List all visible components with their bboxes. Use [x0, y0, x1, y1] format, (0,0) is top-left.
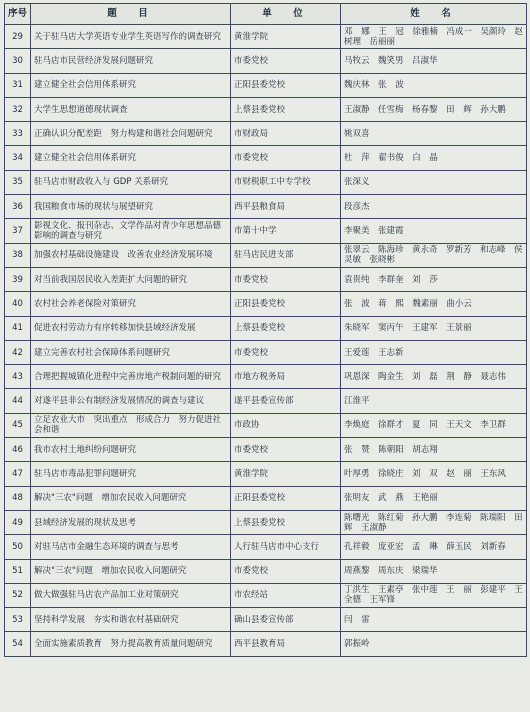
row-unit: 市农经站 — [231, 583, 341, 607]
row-index: 43 — [5, 365, 31, 389]
table-row — [5, 219, 527, 243]
row-title: 全面实施素质教育 努力提高教育质量问题研究 — [31, 632, 231, 656]
row-index: 45 — [5, 413, 31, 437]
table-row — [5, 438, 527, 462]
row-index: 30 — [5, 49, 31, 73]
row-index: 51 — [5, 559, 31, 583]
row-unit: 市政协 — [231, 413, 341, 437]
row-index: 39 — [5, 267, 31, 291]
row-unit: 正阳县委党校 — [231, 73, 341, 97]
table-row — [5, 535, 527, 559]
table-header-row — [5, 4, 527, 25]
table-row — [5, 413, 527, 437]
row-names: 王爱莲 王志新 — [341, 340, 527, 364]
row-names: 姚双喜 — [341, 122, 527, 146]
row-unit: 市第十中学 — [231, 219, 341, 243]
row-names: 张 波 蒋 熙 魏素丽 曲小云 — [341, 292, 527, 316]
row-names: 李聚美 张建霞 — [341, 219, 527, 243]
row-unit: 市委党校 — [231, 340, 341, 364]
table-row — [5, 243, 527, 267]
table-row — [5, 389, 527, 413]
row-title: 促进农村劳动力有序转移加快县域经济发展 — [31, 316, 231, 340]
row-index: 47 — [5, 462, 31, 486]
row-title: 合理把握城镇化进程中完善房地产税制问题的研究 — [31, 365, 231, 389]
table-row — [5, 340, 527, 364]
row-names: 张翠云 陈海珍 黄永奇 罗新芳 和志峰 侯灵敏 张晓彬 — [341, 243, 527, 267]
row-index: 31 — [5, 73, 31, 97]
row-unit: 西平县教育局 — [231, 632, 341, 656]
row-names: 周燕黎 周东庆 梁瑞华 — [341, 559, 527, 583]
row-names: 巩恩深 陶金生 刘 磊 荆 静 聂志伟 — [341, 365, 527, 389]
row-index: 37 — [5, 219, 31, 243]
table-row — [5, 608, 527, 632]
row-index: 41 — [5, 316, 31, 340]
row-title: 我市农村土地纠纷问题研究 — [31, 438, 231, 462]
row-index: 38 — [5, 243, 31, 267]
row-names: 杜 萍 翟书俊 白 晶 — [341, 146, 527, 170]
row-unit: 上蔡县委党校 — [231, 316, 341, 340]
row-title: 建立健全社会信用体系研究 — [31, 73, 231, 97]
row-unit: 市委党校 — [231, 267, 341, 291]
row-index: 46 — [5, 438, 31, 462]
row-unit: 市地方税务局 — [231, 365, 341, 389]
row-index: 52 — [5, 583, 31, 607]
row-index: 40 — [5, 292, 31, 316]
row-unit: 市委党校 — [231, 49, 341, 73]
row-title: 对当前我国居民收入差距扩大问题的研究 — [31, 267, 231, 291]
row-unit: 市财税职工中专学校 — [231, 170, 341, 194]
row-unit: 正阳县委党校 — [231, 292, 341, 316]
research-topics-table — [4, 3, 527, 657]
row-names: 陈曙光 陈红菊 孙大鹏 李连菊 陈瑞阳 田 辉 王淑静 — [341, 510, 527, 534]
row-unit: 上蔡县委党校 — [231, 510, 341, 534]
table-row — [5, 170, 527, 194]
row-names: 张 赞 陈朝阳 胡志翔 — [341, 438, 527, 462]
table-row — [5, 365, 527, 389]
table-row — [5, 146, 527, 170]
row-index: 42 — [5, 340, 31, 364]
row-names: 邓 娜 王 冠 徐雅楠 冯成一 吴颜玲 赵树理 岳丽丽 — [341, 25, 527, 49]
row-index: 33 — [5, 122, 31, 146]
row-title: 县域经济发展的现状及思考 — [31, 510, 231, 534]
row-title: 建立健全社会信用体系研究 — [31, 146, 231, 170]
row-names: 王淑静 任雪梅 杨春黎 田 辉 孙大鹏 — [341, 97, 527, 121]
column-header-unit: 单 位 — [231, 4, 341, 25]
row-names: 魏庆林 张 波 — [341, 73, 527, 97]
row-index: 50 — [5, 535, 31, 559]
row-title: 正确认识分配差距 努力构建和谐社会问题研究 — [31, 122, 231, 146]
table-row — [5, 25, 527, 49]
row-unit: 正阳县委党校 — [231, 486, 341, 510]
row-unit: 上蔡县委党校 — [231, 97, 341, 121]
row-unit: 市委党校 — [231, 146, 341, 170]
row-title: 大学生思想道德现状调查 — [31, 97, 231, 121]
row-names: 张深义 — [341, 170, 527, 194]
row-title: 农村社会养老保险对策研究 — [31, 292, 231, 316]
row-names: 袁贵纯 李群奎 刘 莎 — [341, 267, 527, 291]
row-names: 丁洪生 王素亭 张中莲 王 丽 彭建平 王全德 王军锋 — [341, 583, 527, 607]
table-row — [5, 583, 527, 607]
row-title: 驻马店市财政收入与 GDP 关系研究 — [31, 170, 231, 194]
table-row — [5, 559, 527, 583]
row-title: 对驻马店市金融生态环境的调查与思考 — [31, 535, 231, 559]
row-names: 江淮平 — [341, 389, 527, 413]
row-title: 驻马店市民营经济发展问题研究 — [31, 49, 231, 73]
table-row — [5, 292, 527, 316]
row-index: 48 — [5, 486, 31, 510]
row-title: 关于驻马店大学英语专业学生英语写作的调查研究 — [31, 25, 231, 49]
row-index: 49 — [5, 510, 31, 534]
table-row — [5, 632, 527, 656]
table-row — [5, 462, 527, 486]
row-unit: 市委党校 — [231, 438, 341, 462]
row-names: 张明友 武 燕 王艳丽 — [341, 486, 527, 510]
table-row — [5, 510, 527, 534]
row-unit: 遂平县委宣传部 — [231, 389, 341, 413]
row-title: 影视文化、报刊杂志、文学作品对青少年思想品德影响的调查与研究 — [31, 219, 231, 243]
row-unit: 西平县粮食局 — [231, 195, 341, 219]
row-names: 朱晓军 窦丙午 王建军 王景丽 — [341, 316, 527, 340]
row-title: 立足农业大市 突出重点 形成合力 努力促进社会和谐 — [31, 413, 231, 437]
row-index: 53 — [5, 608, 31, 632]
row-names: 郭振岭 — [341, 632, 527, 656]
row-title: 建立完善农村社会保障体系问题研究 — [31, 340, 231, 364]
table-row — [5, 97, 527, 121]
row-names: 叶厚勇 徐晓庄 刘 双 赵 丽 王东风 — [341, 462, 527, 486]
column-header-names: 姓 名 — [341, 4, 527, 25]
row-title: 我国粮食市场的现状与展望研究 — [31, 195, 231, 219]
row-unit: 黄淮学院 — [231, 25, 341, 49]
row-names: 马牧云 魏笑男 吕淑华 — [341, 49, 527, 73]
table-row — [5, 195, 527, 219]
row-unit: 人行驻马店市中心支行 — [231, 535, 341, 559]
row-title: 对遂平县非公有制经济发展情况的调查与建议 — [31, 389, 231, 413]
row-index: 29 — [5, 25, 31, 49]
row-unit: 驻马店民进支部 — [231, 243, 341, 267]
row-names: 段彦杰 — [341, 195, 527, 219]
row-names: 闫 雷 — [341, 608, 527, 632]
row-names: 李焕庭 徐群才 夏 同 王天文 李卫群 — [341, 413, 527, 437]
row-index: 32 — [5, 97, 31, 121]
row-index: 54 — [5, 632, 31, 656]
table-row — [5, 267, 527, 291]
row-names: 孔祥毅 庞亚宏 孟 琳 薛玉民 刘新春 — [341, 535, 527, 559]
row-index: 36 — [5, 195, 31, 219]
row-unit: 市委党校 — [231, 559, 341, 583]
table-row — [5, 316, 527, 340]
column-header-index: 序号 — [5, 4, 31, 25]
row-title: 解决"三农"问题 增加农民收入问题研究 — [31, 486, 231, 510]
row-title: 坚持科学发展 夯实和谐农村基础研究 — [31, 608, 231, 632]
table-row — [5, 486, 527, 510]
row-unit: 确山县委宣传部 — [231, 608, 341, 632]
table-row — [5, 73, 527, 97]
row-index: 44 — [5, 389, 31, 413]
row-index: 34 — [5, 146, 31, 170]
row-unit: 市财政局 — [231, 122, 341, 146]
row-title: 加强农村基础设施建设 改善农业经济发展环境 — [31, 243, 231, 267]
row-unit: 黄淮学院 — [231, 462, 341, 486]
table-row — [5, 122, 527, 146]
document-page — [4, 3, 526, 709]
row-title: 驻马店市毒品犯罪问题研究 — [31, 462, 231, 486]
row-title: 做大做强驻马店农产品加工业对策研究 — [31, 583, 231, 607]
table-row — [5, 49, 527, 73]
row-index: 35 — [5, 170, 31, 194]
column-header-title: 题 目 — [31, 4, 231, 25]
row-title: 解决"三农"问题 增加农民收入问题研究 — [31, 559, 231, 583]
